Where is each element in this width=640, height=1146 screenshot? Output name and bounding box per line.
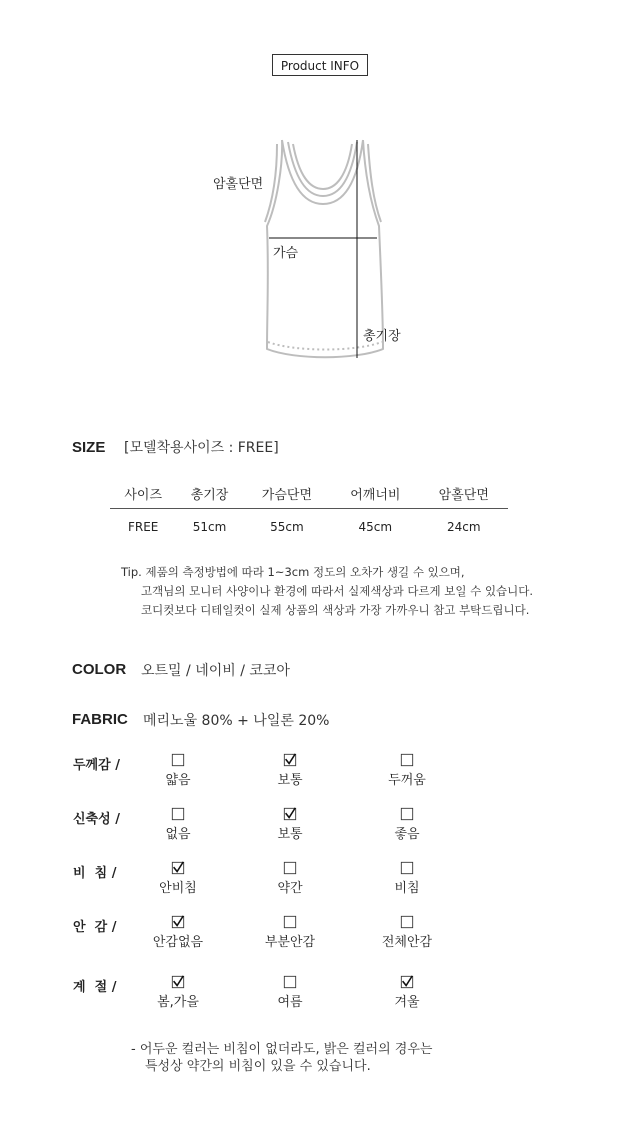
- attribute-label: 안 감 /: [73, 920, 117, 935]
- unchecked-box-icon: [400, 753, 414, 767]
- checked-box-icon: [171, 915, 185, 929]
- attribute-option: [240, 915, 340, 950]
- attribute-option-label: 부분안감: [264, 935, 316, 950]
- unchecked-box-icon: [171, 753, 185, 767]
- size-table-header: [110, 478, 508, 509]
- attribute-option: [128, 861, 228, 896]
- attribute-option-label: 봄,가을: [157, 995, 199, 1010]
- attribute-option: [357, 975, 457, 1010]
- attribute-option-label: 안감없음: [152, 935, 204, 950]
- model-size-text: [모델착용사이즈 : FREE]: [124, 440, 279, 456]
- attribute-option-label: 보통: [277, 773, 303, 788]
- checked-box-icon: [171, 975, 185, 989]
- unchecked-box-icon: [400, 915, 414, 929]
- unchecked-box-icon: [171, 807, 185, 821]
- col-header-size: 사이즈: [110, 478, 176, 509]
- attribute-option-label: 안비침: [159, 881, 197, 896]
- size-table: [110, 478, 508, 545]
- unchecked-box-icon: [400, 861, 414, 875]
- attribute-label: 두께감 /: [73, 758, 120, 773]
- attribute-option: [357, 807, 457, 842]
- note-line-1: - 어두운 컬러는 비침이 없더라도, 밝은 컬러의 경우는: [131, 1042, 433, 1057]
- col-header-armhole: 암홀단면: [420, 478, 508, 509]
- attribute-option-label: 두꺼움: [388, 773, 426, 788]
- unchecked-box-icon: [283, 915, 297, 929]
- cell-shoulder: 45cm: [358, 520, 393, 534]
- tip-line-2: 고객님의 모니터 사양이나 환경에 따라서 실제색상과 다르게 보일 수 있습니다.: [141, 584, 534, 598]
- attribute-option: [240, 807, 340, 842]
- checked-box-icon: [283, 807, 297, 821]
- attribute-label: 비 침 /: [73, 866, 117, 881]
- attribute-option-label: 얇음: [165, 773, 191, 788]
- cell-size: FREE: [127, 520, 159, 534]
- attribute-option: [128, 753, 228, 788]
- chest-label: 가슴: [273, 246, 299, 261]
- length-label: 총기장: [363, 329, 401, 344]
- attribute-option: [240, 861, 340, 896]
- col-header-shoulder: 어깨너비: [331, 478, 419, 509]
- attribute-option-label: 비침: [394, 881, 420, 896]
- col-header-chest: 가슴단면: [243, 478, 331, 509]
- attribute-option-label: 겨울: [394, 995, 420, 1010]
- unchecked-box-icon: [400, 807, 414, 821]
- armhole-label: 암홀단면: [213, 177, 264, 192]
- attribute-option: [357, 861, 457, 896]
- note-line-2: 특성상 약간의 비침이 있을 수 있습니다.: [145, 1059, 371, 1074]
- attribute-option: [128, 915, 228, 950]
- attribute-option-label: 보통: [277, 827, 303, 842]
- tip-line-3: 코디컷보다 디테일컷이 실제 상품의 색상과 가장 가까우니 참고 부탁드립니다.: [141, 603, 530, 617]
- color-title: COLOR: [72, 661, 127, 678]
- checked-box-icon: [400, 975, 414, 989]
- fabric-title: FABRIC: [72, 711, 128, 728]
- tip-line-1: Tip. 제품의 측정방법에 따라 1~3cm 정도의 오차가 생길 수 있으며,: [121, 565, 465, 579]
- attribute-option: [240, 975, 340, 1010]
- attribute-label: 신축성 /: [73, 812, 120, 827]
- cell-chest: 55cm: [270, 520, 304, 534]
- checked-box-icon: [171, 861, 185, 875]
- attribute-option-label: 없음: [165, 827, 191, 842]
- attribute-option: [240, 753, 340, 788]
- product-info-badge: Product INFO: [272, 54, 368, 76]
- cell-length: 51cm: [192, 520, 227, 534]
- attribute-option: [128, 975, 228, 1010]
- attribute-option-label: 여름: [277, 995, 303, 1010]
- attribute-option-label: 좋음: [394, 827, 420, 842]
- fabric-value: 메리노울 80% + 나일론 20%: [143, 713, 330, 729]
- checked-box-icon: [283, 753, 297, 767]
- table-row: [110, 509, 508, 546]
- attribute-option: [357, 915, 457, 950]
- attribute-option: [357, 753, 457, 788]
- unchecked-box-icon: [283, 861, 297, 875]
- col-header-length: 총기장: [176, 478, 242, 509]
- attribute-option-label: 전체안감: [381, 935, 433, 950]
- size-title: SIZE: [72, 439, 106, 456]
- unchecked-box-icon: [283, 975, 297, 989]
- attribute-option-label: 약간: [277, 881, 303, 896]
- cell-armhole: 24cm: [446, 520, 481, 534]
- attribute-option: [128, 807, 228, 842]
- color-value: 오트밀 / 네이비 / 코코아: [141, 663, 290, 679]
- attribute-label: 계 절 /: [73, 980, 117, 995]
